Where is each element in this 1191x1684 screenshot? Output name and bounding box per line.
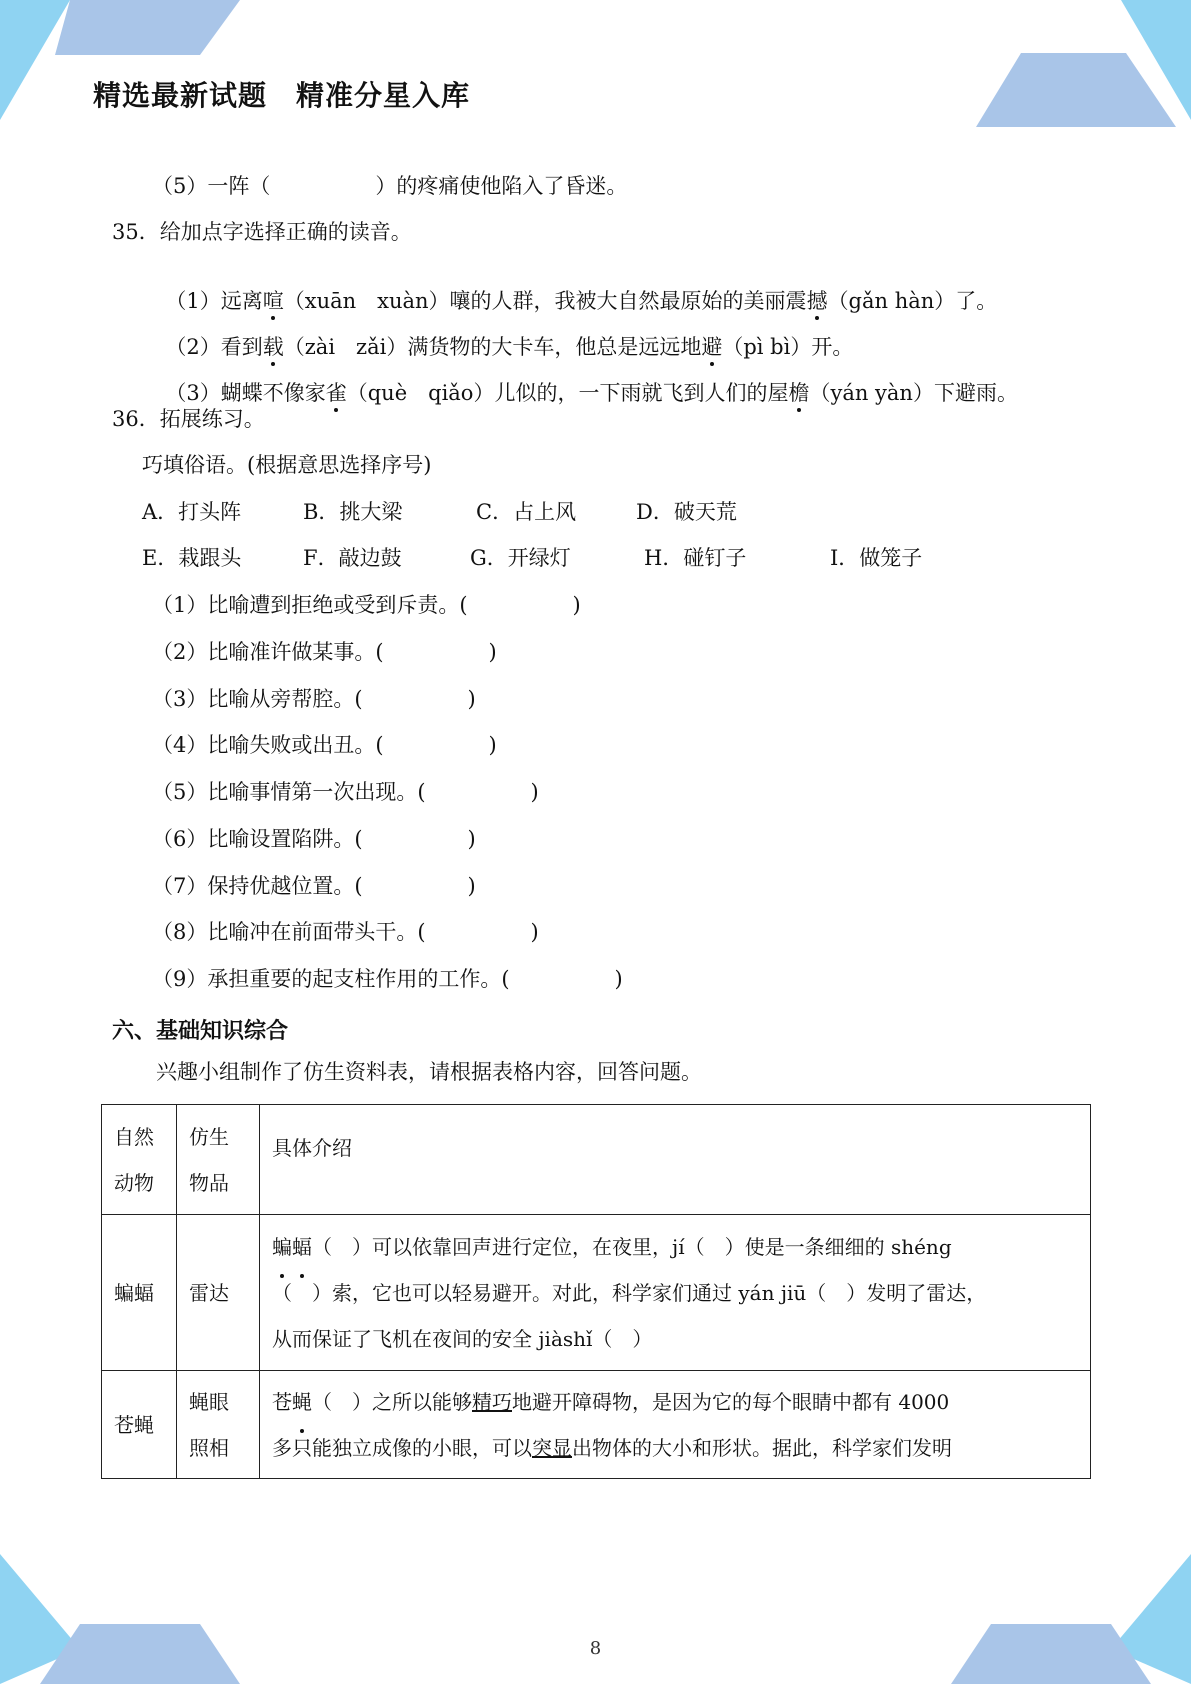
q36-item-2: （2）比喻准许做某事。( ) [152,640,497,664]
option-d: D．破天荒 [636,500,737,524]
dotted-char: 檐 [788,381,810,405]
q36-title: 36．拓展练习。 [112,407,265,431]
q36-item-9: （9）承担重要的起支柱作用的工作。( ) [152,967,623,991]
option-f: F．敲边鼓 [303,546,402,570]
cell-intro [260,1371,1091,1479]
intro-text: （ ）可以依靠回声进行定位，在夜里，jí（ ）使是一条细细的 shéng [312,1234,952,1259]
q35-item-3 [152,362,1018,404]
q36-item-1: （1）比喻遭到拒绝或受到斥责。( ) [152,593,581,617]
table-row [102,1371,1091,1479]
option-g: G．开绿灯 [470,546,571,570]
option-e: E．栽跟头 [142,546,242,570]
underlined-word: 精巧 [472,1389,512,1414]
bionic-table [101,1104,1091,1479]
header-text: 物品 [189,1170,229,1195]
dotted-char: 载 [262,335,284,359]
page-number: 8 [589,1638,602,1659]
q36-item-3: （3）比喻从旁帮腔。( ) [152,687,476,711]
cell-product [177,1371,260,1479]
q36-item-6: （6）比喻设置陷阱。( ) [152,827,476,851]
header-text: 仿生 [189,1124,229,1149]
header-title: 精选最新试题 精准分星入库 [93,79,471,112]
header-text: 具体介绍 [272,1136,352,1160]
corner-decoration-bottom-left [0,1544,260,1684]
intro-text: （ ）索，它也可以轻易避开。对此，科学家们通过 yán jiū（ ）发明了雷达， [272,1280,987,1305]
q35-item-3-text-c: （yán yàn）下避雨。 [809,381,1018,405]
q35-item-1 [152,270,997,312]
q36-item-7: （7）保持优越位置。( ) [152,874,476,898]
cell-product: 雷达 [177,1215,260,1371]
q35-item-2 [152,316,853,358]
q36-item-5: （5）比喻事情第一次出现。( ) [152,780,539,804]
q36-subtitle: 巧填俗语。(根据意思选择序号) [142,453,432,477]
header-natural-animal [102,1105,177,1215]
option-i: I．做笼子 [830,546,923,570]
dotted-char: 喧 [262,289,284,313]
cell-intro [260,1215,1091,1371]
q35-item-3-text-b: （què qiǎo）儿似的，一下雨就飞到人们的屋 [346,381,789,405]
intro-text: （ ）之所以能够 [312,1389,472,1414]
option-h: H．碰钉子 [644,546,747,570]
option-a: A．打头阵 [142,500,242,524]
section-title: 六、基础知识综合 [112,1019,289,1044]
dotted-char: 避 [701,335,723,359]
header-text: 动物 [114,1170,154,1195]
table-row [102,1215,1091,1371]
q34-item-5: （5）一阵（ ）的疼痛使他陷入了昏迷。 [152,174,628,198]
q35-item-2-text-b: （zài zǎi）满货物的大卡车，他总是远远地 [283,335,702,359]
option-c: C．占上风 [476,500,577,524]
dotted-char: 蝇 [292,1379,312,1425]
q35-title: 35．给加点字选择正确的读音。 [112,220,412,244]
intro-text: 出物体的大小和形状。据此，科学家们发明 [572,1435,952,1460]
cell-animal: 苍蝇 [102,1371,177,1479]
dotted-char: 蝙 [272,1224,292,1270]
product-text: 照相 [189,1435,229,1460]
dotted-char: 撼 [806,289,828,313]
option-b: B．挑大梁 [303,500,403,524]
intro-text: 地避开障碍物，是因为它的每个眼睛中都有 4000 [512,1389,950,1414]
header-bionic-product [177,1105,260,1215]
corner-decoration-bottom-right [931,1544,1191,1684]
q35-item-2-text-c: （pì bì）开。 [722,335,854,359]
q36-item-4: （4）比喻失败或出丑。( ) [152,733,497,757]
q35-item-1-text-a: （1）远离 [165,289,263,313]
q35-item-3-text-a: （3）蝴蝶不像家 [165,381,326,405]
q35-item-1-text-b: （xuān xuàn）嚷的人群，我被大自然最原始的美丽震 [283,289,807,313]
q36-item-8: （8）比喻冲在前面带头干。( ) [152,920,539,944]
q35-item-1-text-c: （gǎn hàn）了。 [827,289,998,313]
intro-text: 苍 [272,1389,292,1414]
intro-text: 从而保证了飞机在夜间的安全 jiàshǐ（ ） [272,1326,653,1351]
table-header-row [102,1105,1091,1215]
cell-animal: 蝙蝠 [102,1215,177,1371]
header-text: 自然 [114,1124,154,1149]
dotted-char: 雀 [325,381,347,405]
dotted-char: 蝠 [292,1224,312,1270]
header-intro [260,1105,1091,1215]
product-text: 蝇眼 [189,1389,229,1414]
underlined-word: 突显 [532,1435,572,1460]
section-intro: 兴趣小组制作了仿生资料表，请根据表格内容，回答问题。 [156,1060,702,1084]
q35-item-2-text-a: （2）看到 [165,335,263,359]
corner-decoration-top-right [931,0,1191,130]
intro-text: 多只能独立成像的小眼，可以 [272,1435,532,1460]
